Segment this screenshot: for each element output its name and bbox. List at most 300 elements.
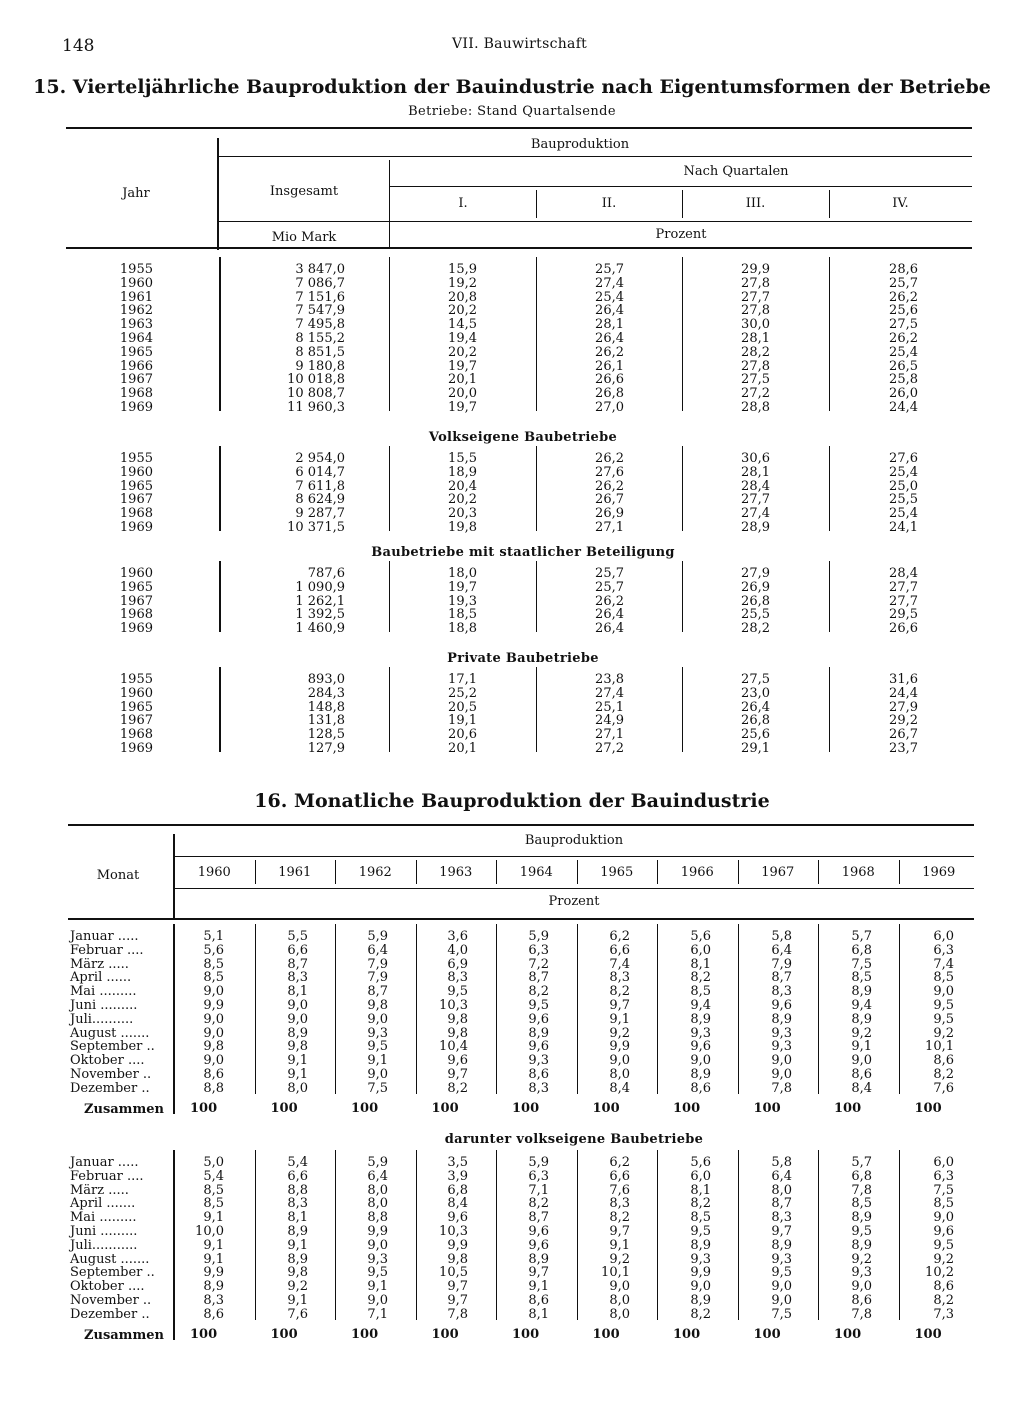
table15-year-cell: 1961: [119, 289, 153, 305]
table16-header-monat: Monat: [96, 868, 140, 883]
table16-value-cell: 9,0: [609, 1053, 630, 1069]
table15-value-cell: 27,8: [741, 275, 770, 291]
table16-value-cell: 8,1: [690, 1182, 711, 1198]
table15-value-cell: 7 086,7: [295, 275, 345, 291]
table16-value-cell: 8,5: [690, 984, 711, 1000]
table16-value-cell: 7,6: [933, 1080, 954, 1096]
table16-value-cell: 9,8: [447, 1025, 468, 1041]
table16-value-cell: 8,0: [771, 1182, 792, 1198]
table15-header-rule: [218, 221, 972, 222]
table15-year-cell: 1955: [119, 451, 153, 466]
table16-value-cell: 8,1: [287, 984, 308, 1000]
table16-value-cell: 9,6: [528, 1011, 549, 1027]
table16-value-cell: 8,4: [851, 1080, 872, 1096]
table16-month-label: Juli..........: [70, 1011, 134, 1027]
table15-value-cell: 27,7: [889, 579, 918, 595]
table16-value-cell: 9,9: [367, 1224, 388, 1239]
table16-value-cell: 9,8: [447, 1251, 468, 1267]
table15-value-cell: 7 611,8: [295, 478, 345, 494]
table16-value-cell: 8,3: [609, 970, 630, 986]
table16-total-value: 100: [834, 1327, 862, 1342]
table16-value-cell: 8,9: [690, 1011, 711, 1027]
table15-body-vrule: [219, 561, 221, 632]
table16-total-value: 100: [914, 1101, 942, 1116]
table16-value-cell: 8,8: [287, 1182, 308, 1198]
table15-year-cell: 1960: [119, 464, 153, 480]
table15-value-cell: 8 851,5: [295, 344, 345, 360]
table15-value-cell: 27,6: [889, 451, 918, 466]
table16-value-cell: 9,5: [851, 1224, 872, 1239]
table16-value-cell: 9,1: [287, 1067, 308, 1082]
table15-year-cell: 1960: [119, 566, 153, 581]
table15-year-cell: 1965: [119, 579, 153, 595]
table16-total-value: 100: [753, 1101, 781, 1116]
table16-value-cell: 9,5: [690, 1224, 711, 1239]
table16-value-cell: 8,4: [609, 1080, 630, 1096]
table15-value-cell: 29,5: [889, 607, 918, 623]
table15-value-cell: 10 018,8: [287, 372, 345, 388]
table16-total-value: 100: [270, 1327, 298, 1342]
table16-value-cell: 9,6: [528, 1039, 549, 1055]
table15-year-cell: 1963: [119, 317, 153, 333]
table15-value-cell: 25,7: [595, 579, 624, 595]
table16-value-cell: 9,2: [933, 1025, 954, 1041]
table16-total-value: 100: [673, 1101, 701, 1116]
table16-value-cell: 9,0: [851, 1053, 872, 1069]
table16-month-label: August .......: [70, 1251, 150, 1267]
table16-value-cell: 9,0: [367, 1237, 388, 1253]
table15-value-cell: 27,9: [741, 566, 770, 581]
table15-value-cell: 128,5: [307, 727, 345, 743]
table16-value-cell: 8,3: [287, 970, 308, 986]
table16-value-cell: 9,6: [690, 1039, 711, 1055]
table15-section-title: Volkseigene Baubetriebe: [428, 430, 618, 445]
table16-value-cell: 7,9: [771, 956, 792, 972]
table16-value-cell: 8,6: [528, 1293, 549, 1308]
table15-value-cell: 19,7: [448, 400, 477, 415]
table16-value-cell: 9,3: [690, 1025, 711, 1041]
table16-value-cell: 9,0: [287, 998, 308, 1013]
table15-section-title: Private Baubetriebe: [447, 651, 599, 666]
table16-value-cell: 8,6: [690, 1080, 711, 1096]
table16-value-cell: 8,3: [771, 1210, 792, 1226]
page-number: 148: [62, 36, 95, 56]
table16-value-cell: 9,2: [609, 1025, 630, 1041]
table16-value-cell: 8,3: [287, 1196, 308, 1212]
table16-value-cell: 9,2: [287, 1279, 308, 1295]
table15-value-cell: 28,4: [889, 566, 918, 581]
table15-value-cell: 25,8: [889, 372, 918, 388]
table16-value-cell: 8,9: [851, 1237, 872, 1253]
table16-month-label: September ..: [70, 1039, 155, 1055]
table16-value-cell: 9,0: [851, 1279, 872, 1295]
table15-value-cell: 26,4: [741, 699, 770, 715]
table16-value-cell: 9,3: [771, 1025, 792, 1041]
table15-value-cell: 131,8: [307, 713, 345, 729]
table16-total-value: 100: [512, 1327, 540, 1342]
table15-value-cell: 28,4: [741, 478, 770, 494]
table16-value-cell: 7,6: [609, 1182, 630, 1198]
table16-value-cell: 8,2: [528, 984, 549, 1000]
table16-value-cell: 8,1: [287, 1210, 308, 1226]
table16-total-value: 100: [431, 1327, 459, 1342]
table16-value-cell: 9,7: [771, 1224, 792, 1239]
table15-year-cell: 1960: [119, 275, 153, 291]
table16-value-cell: 5,9: [367, 929, 388, 944]
table15-value-cell: 26,8: [595, 386, 624, 402]
table15-header-q4: IV.: [892, 196, 909, 211]
table16-value-cell: 9,0: [933, 984, 954, 1000]
table16-value-cell: 8,5: [203, 956, 224, 972]
table16-value-cell: 7,3: [933, 1306, 954, 1322]
table15-value-cell: 27,5: [741, 372, 770, 388]
table16-value-cell: 7,5: [367, 1080, 388, 1096]
table15-value-cell: 18,5: [448, 607, 477, 623]
table15-year-cell: 1965: [119, 344, 153, 360]
table15-value-cell: 1 262,1: [295, 593, 345, 609]
table15-value-cell: 28,8: [741, 400, 770, 415]
table15-value-cell: 26,4: [595, 621, 624, 637]
table16-header-vrule: [335, 860, 336, 884]
table15-value-cell: 25,5: [741, 607, 770, 623]
table16-value-cell: 8,1: [690, 956, 711, 972]
table16-value-cell: 6,0: [690, 942, 711, 958]
table16-value-cell: 9,0: [933, 1210, 954, 1226]
table16-value-cell: 7,1: [528, 1182, 549, 1198]
table16-header-bauproduktion: Bauproduktion: [524, 833, 624, 848]
table15-value-cell: 25,7: [595, 566, 624, 581]
table15-value-cell: 25,6: [889, 303, 918, 319]
table16-value-cell: 9,0: [771, 1053, 792, 1069]
table15-value-cell: 18,8: [448, 621, 477, 637]
table16-value-cell: 8,2: [933, 1067, 954, 1082]
table16-value-cell: 5,8: [771, 1155, 792, 1170]
table16-value-cell: 8,9: [528, 1025, 549, 1041]
table15-body-vrule: [219, 667, 221, 752]
table16-total-value: 100: [753, 1327, 781, 1342]
table15-year-cell: 1967: [119, 713, 153, 729]
table16-value-cell: 8,9: [851, 984, 872, 1000]
table16-value-cell: 9,7: [609, 998, 630, 1013]
table16-value-cell: 9,0: [203, 1053, 224, 1069]
table16-title: 16. Monatliche Bauproduktion der Bauindustrie: [254, 790, 770, 812]
table16-value-cell: 9,5: [367, 1039, 388, 1055]
table16-month-label: Oktober ....: [70, 1053, 145, 1069]
table16-value-cell: 8,0: [609, 1293, 630, 1308]
table16-value-cell: 7,8: [447, 1306, 468, 1322]
table16-value-cell: 5,0: [203, 1155, 224, 1170]
table16-value-cell: 10,1: [601, 1265, 630, 1281]
table16-value-cell: 9,0: [367, 1067, 388, 1082]
table16-month-label: Februar ....: [70, 1168, 144, 1184]
table15-value-cell: 7 495,8: [295, 317, 345, 333]
table15-header-rule: [218, 156, 972, 157]
table16-value-cell: 9,2: [851, 1251, 872, 1267]
table16-value-cell: 8,7: [528, 970, 549, 986]
table16-value-cell: 6,4: [367, 1168, 388, 1184]
table16-value-cell: 8,5: [203, 1182, 224, 1198]
table15-value-cell: 24,1: [889, 520, 918, 535]
table15-value-cell: 26,2: [595, 593, 624, 609]
table15-value-cell: 26,7: [889, 727, 918, 743]
table15-value-cell: 284,3: [307, 685, 345, 701]
table15-value-cell: 26,2: [889, 331, 918, 346]
table15-value-cell: 18,0: [448, 566, 477, 581]
table16-header-vrule: [657, 860, 658, 884]
table15-year-cell: 1965: [119, 699, 153, 715]
table16-value-cell: 8,7: [287, 956, 308, 972]
table16-header-bottom-rule: [68, 918, 974, 920]
table16-header-vrule: [416, 860, 417, 884]
table16-value-cell: 9,3: [690, 1251, 711, 1267]
table16-total-value: 100: [592, 1327, 620, 1342]
table15-value-cell: 27,8: [741, 303, 770, 319]
table16-value-cell: 9,1: [287, 1293, 308, 1308]
table15-value-cell: 25,4: [889, 506, 918, 522]
table16-value-cell: 9,1: [287, 1053, 308, 1069]
table15-value-cell: 24,9: [595, 713, 624, 729]
table16-value-cell: 8,2: [528, 1196, 549, 1212]
table16-value-cell: 3,9: [447, 1168, 468, 1184]
table16-header-year: 1963: [439, 865, 473, 880]
table16-value-cell: 8,9: [690, 1293, 711, 1308]
table16-month-label: Dezember ..: [70, 1306, 150, 1322]
table15-value-cell: 25,1: [595, 699, 624, 715]
table16-value-cell: 6,8: [447, 1182, 468, 1198]
table16-value-cell: 9,8: [203, 1039, 224, 1055]
table15-value-cell: 25,0: [889, 478, 918, 494]
table16-value-cell: 9,8: [367, 998, 388, 1013]
table15-value-cell: 26,2: [595, 451, 624, 466]
table16-value-cell: 9,2: [609, 1251, 630, 1267]
table16-value-cell: 5,8: [771, 929, 792, 944]
table15-top-rule: [66, 127, 972, 129]
table16-value-cell: 6,3: [528, 1168, 549, 1184]
table15-value-cell: 30,0: [741, 317, 770, 333]
table16-value-cell: 9,9: [690, 1265, 711, 1281]
table15-value-cell: 27,8: [741, 358, 770, 374]
table16-value-cell: 8,9: [690, 1237, 711, 1253]
table15-header-bottom-rule: [66, 247, 972, 249]
table16-value-cell: 7,5: [851, 956, 872, 972]
table16-value-cell: 8,0: [367, 1182, 388, 1198]
table16-value-cell: 9,8: [287, 1039, 308, 1055]
table16-value-cell: 6,4: [771, 1168, 792, 1184]
table15-value-cell: 29,1: [741, 741, 770, 756]
table15-value-cell: 26,2: [595, 344, 624, 360]
table16-value-cell: 9,6: [528, 1224, 549, 1239]
table16-value-cell: 9,9: [203, 998, 224, 1013]
table16-value-cell: 8,9: [771, 1237, 792, 1253]
table15-header-bauproduktion: Bauproduktion: [530, 137, 630, 152]
table15-value-cell: 19,2: [448, 275, 477, 291]
table16-value-cell: 9,8: [447, 1011, 468, 1027]
table16-top-rule: [68, 824, 974, 826]
table16-value-cell: 9,1: [287, 1237, 308, 1253]
table16-total-value: 100: [673, 1327, 701, 1342]
table15-value-cell: 20,1: [448, 372, 477, 388]
table15-year-cell: 1967: [119, 372, 153, 388]
table16-value-cell: 8,6: [933, 1053, 954, 1069]
table16-header-vrule: [899, 860, 900, 884]
table15-value-cell: 26,4: [595, 331, 624, 346]
table15-value-cell: 28,2: [741, 344, 770, 360]
table16-total-value: 100: [190, 1327, 218, 1342]
table15-header-q3: III.: [745, 196, 766, 211]
table16-value-cell: 9,6: [447, 1053, 468, 1069]
table16-month-label: Februar ....: [70, 942, 144, 958]
table16-header-year: 1968: [841, 865, 875, 880]
table16-value-cell: 9,5: [933, 1237, 954, 1253]
table15-value-cell: 26,6: [595, 372, 624, 388]
table16-value-cell: 9,6: [933, 1224, 954, 1239]
table15-value-cell: 23,7: [889, 741, 918, 756]
table15-value-cell: 26,8: [741, 713, 770, 729]
table16-value-cell: 9,8: [287, 1265, 308, 1281]
table16-value-cell: 9,1: [203, 1210, 224, 1226]
table16-value-cell: 6,6: [287, 1168, 308, 1184]
table16-header-year: 1964: [519, 865, 553, 880]
table16-month-label: Mai .........: [70, 984, 137, 1000]
table15-value-cell: 9 287,7: [295, 506, 345, 522]
table16-value-cell: 9,0: [609, 1279, 630, 1295]
table15-value-cell: 20,2: [448, 344, 477, 360]
table15-value-cell: 17,1: [448, 672, 477, 687]
table16-value-cell: 5,7: [851, 1155, 872, 1170]
table15-year-cell: 1969: [119, 400, 153, 415]
table15-value-cell: 24,4: [889, 685, 918, 701]
table15-value-cell: 28,1: [741, 464, 770, 480]
table16-value-cell: 8,1: [528, 1306, 549, 1322]
table16-value-cell: 8,6: [851, 1293, 872, 1308]
table15-value-cell: 1 392,5: [295, 607, 345, 623]
table16-value-cell: 5,5: [287, 929, 308, 944]
table15-value-cell: 26,2: [889, 289, 918, 305]
table16-value-cell: 8,2: [933, 1293, 954, 1308]
table16-value-cell: 9,4: [851, 998, 872, 1013]
table15-value-cell: 127,9: [307, 741, 345, 756]
table16-value-cell: 8,9: [851, 1210, 872, 1226]
table15-value-cell: 30,6: [741, 451, 770, 466]
table16-value-cell: 8,8: [203, 1080, 224, 1096]
table16-value-cell: 9,7: [528, 1265, 549, 1281]
table15-value-cell: 31,6: [889, 672, 918, 687]
table15-value-cell: 29,9: [741, 262, 770, 277]
table16-value-cell: 9,0: [367, 1011, 388, 1027]
table16-value-cell: 5,4: [203, 1168, 224, 1184]
table15-value-cell: 26,7: [595, 492, 624, 508]
table16-value-cell: 8,2: [609, 1210, 630, 1226]
table16-value-cell: 8,5: [933, 970, 954, 986]
table15-header-nach-quartalen: Nach Quartalen: [683, 164, 789, 179]
table16-value-cell: 10,4: [439, 1039, 468, 1055]
table15-value-cell: 10 371,5: [287, 520, 345, 535]
table16-value-cell: 8,9: [287, 1224, 308, 1239]
table15-value-cell: 27,2: [741, 386, 770, 402]
running-head: VII. Bauwirtschaft: [452, 36, 588, 52]
table16-month-label: März .....: [70, 956, 129, 972]
table16-value-cell: 9,0: [287, 1011, 308, 1027]
table15-value-cell: 11 960,3: [287, 400, 345, 415]
table16-value-cell: 8,0: [609, 1067, 630, 1082]
table16-value-cell: 5,4: [287, 1155, 308, 1170]
table16-header-vrule: [255, 860, 256, 884]
table15-value-cell: 27,7: [741, 492, 770, 508]
table16-value-cell: 9,5: [933, 998, 954, 1013]
table16-value-cell: 9,3: [528, 1053, 549, 1069]
table15-value-cell: 8 624,9: [295, 492, 345, 508]
table15-value-cell: 27,4: [741, 506, 770, 522]
table16-value-cell: 9,5: [933, 1011, 954, 1027]
table16-header-vrule: [818, 860, 819, 884]
table15-value-cell: 23,0: [741, 685, 770, 701]
table16-value-cell: 8,6: [203, 1067, 224, 1082]
table16-month-label: November ..: [70, 1293, 152, 1308]
table16-header-year: 1969: [922, 865, 956, 880]
table16-value-cell: 8,7: [771, 970, 792, 986]
table16-value-cell: 7,5: [771, 1306, 792, 1322]
table16-value-cell: 8,6: [933, 1279, 954, 1295]
table16-value-cell: 9,9: [203, 1265, 224, 1281]
table16-value-cell: 8,6: [851, 1067, 872, 1082]
table16-value-cell: 6,6: [287, 942, 308, 958]
table15-value-cell: 28,6: [889, 262, 918, 277]
table15-value-cell: 27,6: [595, 464, 624, 480]
table16-value-cell: 9,1: [609, 1237, 630, 1253]
table15-value-cell: 27,4: [595, 275, 624, 291]
table15-value-cell: 19,4: [448, 331, 477, 346]
table16-section-title: darunter volkseigene Baubetriebe: [444, 1132, 704, 1147]
table16-value-cell: 6,2: [609, 1155, 630, 1170]
table15-header-insgesamt: Insgesamt: [269, 184, 339, 199]
table16-value-cell: 9,0: [771, 1293, 792, 1308]
table15-value-cell: 15,9: [448, 262, 477, 277]
table15-value-cell: 7 151,6: [295, 289, 345, 305]
table15-value-cell: 27,5: [889, 317, 918, 333]
table16-value-cell: 10,3: [439, 1224, 468, 1239]
table16-value-cell: 7,8: [851, 1306, 872, 1322]
table16-value-cell: 9,0: [771, 1067, 792, 1082]
table16-value-cell: 8,6: [203, 1306, 224, 1322]
table16-value-cell: 9,1: [609, 1011, 630, 1027]
table15-value-cell: 20,8: [448, 289, 477, 305]
table15-value-cell: 893,0: [307, 672, 345, 687]
table15-value-cell: 10 808,7: [287, 386, 345, 402]
table16-value-cell: 5,6: [203, 942, 224, 958]
table16-value-cell: 9,7: [609, 1224, 630, 1239]
table15-value-cell: 27,1: [595, 520, 624, 535]
table15-value-cell: 25,7: [889, 275, 918, 291]
table15-value-cell: 28,1: [595, 317, 624, 333]
table15-year-cell: 1962: [119, 303, 153, 319]
table15-value-cell: 26,9: [741, 579, 770, 595]
table16-total-value: 100: [351, 1327, 379, 1342]
table16-value-cell: 7,4: [933, 956, 954, 972]
table16-header-vrule: [577, 860, 578, 884]
table16-value-cell: 8,6: [528, 1067, 549, 1082]
table15-body-vrule: [219, 446, 221, 531]
table16-value-cell: 8,3: [771, 984, 792, 1000]
table15-header-prozent: Prozent: [655, 227, 707, 242]
table15-value-cell: 25,4: [889, 464, 918, 480]
table16-value-cell: 9,5: [528, 998, 549, 1013]
table16-value-cell: 9,2: [933, 1251, 954, 1267]
table16-value-cell: 9,0: [203, 1025, 224, 1041]
table16-value-cell: 3,5: [447, 1155, 468, 1170]
table16-month-label: Juli...........: [70, 1237, 138, 1253]
table16-value-cell: 6,8: [851, 942, 872, 958]
table16-month-label: Januar .....: [70, 1155, 139, 1170]
